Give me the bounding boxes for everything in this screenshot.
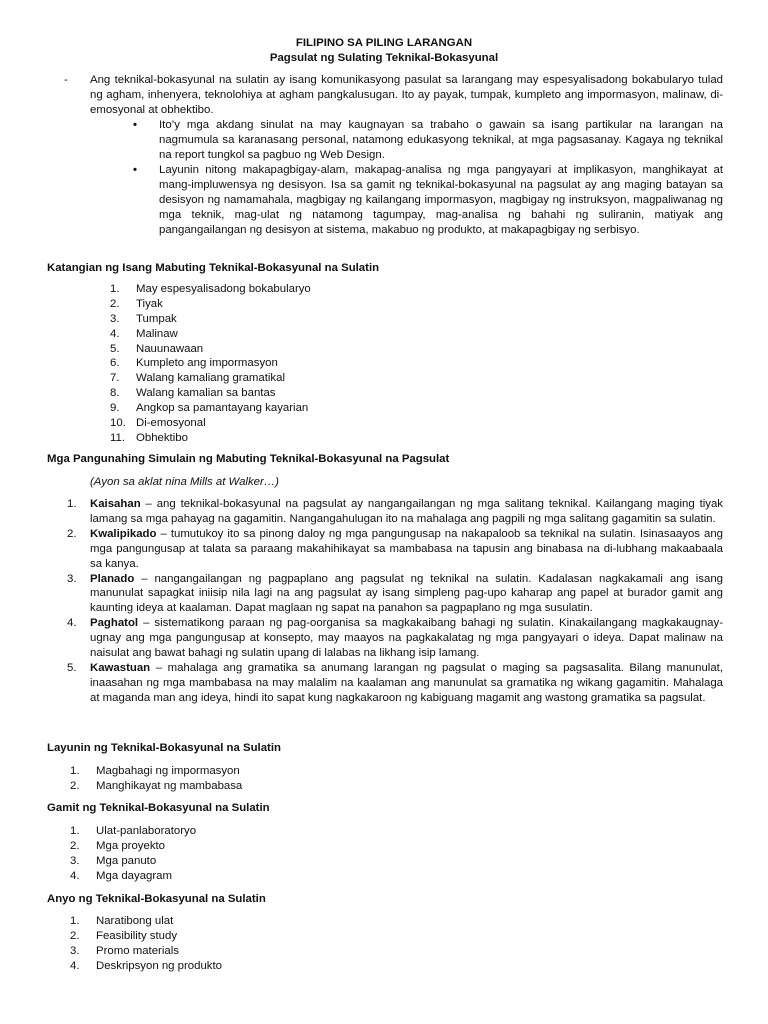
- item-number: 1.: [70, 825, 80, 837]
- item-number: 3.: [110, 312, 120, 325]
- item-label: Mga dayagram: [96, 869, 172, 882]
- item-text: – sistematikong paraan ng pag-oorganisa sa magkakaibang bahagi ng sulatin. Kinakailangang magkakaugnay-ugnay ang mga pangungusap at konsepto, may maayos na pagkakalatag ng mga pangyayari o ideya. Dapat malinaw na naisulat ang bawat bahagi ng sulatin upang di lalabas na likhang isip lamang.: [90, 617, 723, 660]
- layunin-heading: Layunin ng Teknikal-Bokasyunal na Sulatin: [47, 742, 281, 754]
- item-number: 4.: [70, 959, 80, 972]
- dash-marker: -: [64, 74, 68, 86]
- anyo-heading: Anyo ng Teknikal-Bokasyunal na Sulatin: [47, 893, 266, 905]
- item-term: Kwalipikado: [90, 527, 157, 540]
- item-term: Planado: [90, 572, 135, 585]
- item-text: – nangangailangan ng pagpaplano ang pagsulat ng teknikal na sulatin. Kadalasan nagkakamali ang isang manunulat sapagkat iniisip nila lagi na ang pagsulat ay isang simpleng pag-upo kaharap ang papel at burador gamit ang kaunting ideya at kaalaman. Dapat maglaan ng sapat na panahon sa pagpaplano ng mga susulatin.: [90, 572, 723, 615]
- item-label: Kumpleto ang impormasyon: [136, 357, 278, 370]
- item-number: 8.: [110, 387, 120, 400]
- item-number: 3.: [70, 854, 80, 867]
- item-label: Mga proyekto: [96, 839, 166, 852]
- item-number: 5.: [110, 342, 120, 355]
- item-number: 4.: [67, 617, 77, 630]
- item-number: 2.: [70, 839, 80, 852]
- item-text: – tumutukoy ito sa pinong daloy ng mga pangungusap na nakapaloob sa teknikal na sulatin. Isinasaayos ang mga pangungusap at talata sa paraang makahihikayat sa mambabasa na tapusin ang binabasa na di-lubhang makaabaala sa kanya.: [90, 527, 723, 570]
- item-term: Kawastuan: [90, 661, 151, 674]
- item-number: 2.: [67, 527, 77, 540]
- list-item: [47, 616, 723, 661]
- item-label: Nauunawaan: [136, 342, 204, 355]
- simulain-list: [47, 497, 723, 706]
- gamit-heading: Gamit ng Teknikal-Bokasyunal na Sulatin: [47, 802, 270, 814]
- item-number: 5.: [67, 661, 77, 674]
- item-number: 7.: [110, 372, 120, 385]
- item-number: 6.: [110, 357, 120, 370]
- item-label: Manghikayat ng mambabasa: [96, 779, 243, 792]
- item-text: – mahalaga ang gramatika sa anumang larangan ng pagsulat o maging sa pagsasalita. Bilang manunulat, inaasahan ng mga mambabasa na may malalim na kaalaman ang manunulat sa gramatika ng wikang gagamitin. Mahalaga at maganda man ang ideya, hindi ito sapat kung nagkakaroon ng kabiguang magamit ang wastong gramatika sa pagsulat.: [90, 661, 723, 704]
- item-number: 1.: [67, 498, 77, 510]
- bullet-text: Layunin nitong makapagbigay-alam, makapag-analisa ng mga pangyayari at implikasyon, manghikayat at mang-impluwensya ng desisyon. Isa sa gamit ng teknikal-bokasyunal na pagsulat ay ang maging batayan sa desisyon ng namamahala, magbigay ng kailangang impormasyon, magbigay ng instruksyon, magpaliwanag ng mga teknik, mag-ulat ng natamong tagumpay, mag-analisa ng bahahi ng suliranin, matiyak ang pangangailangan ng desisyon at sistema, makabuo ng produkto, at makapagbigay ng serbisyo.: [159, 164, 723, 236]
- item-label: Walang kamalian sa bantas: [136, 387, 276, 400]
- list-item: [47, 572, 723, 617]
- item-label: Mga panuto: [96, 854, 157, 867]
- list-item: [47, 527, 723, 572]
- item-number: 9.: [110, 402, 120, 415]
- item-label: Malinaw: [136, 327, 178, 340]
- item-label: Feasibility study: [96, 929, 178, 942]
- item-number: 3.: [70, 944, 80, 957]
- item-label: Promo materials: [96, 944, 179, 957]
- item-text: – ang teknikal-bokasyunal na pagsulat ay nangangailangan ng mga salitang teknikal. Kailangang maging tiyak lamang sa mga pahayag na gagamitin. Nangangahulugan ito na mahalaga ang pagpili ng mga salitang gagamitin sa sulatin.: [90, 498, 723, 525]
- item-label: Di-emosyonal: [136, 417, 206, 430]
- item-label: Deskripsyon ng produkto: [96, 959, 222, 972]
- intro-text: Ang teknikal-bokasyunal na sulatin ay isang komunikasyong pasulat sa larangang may espesyalisadong bokabularyo tulad ng agham, inhenyera, teknolohiya at agham pangkalusugan. Ito ay payak, tumpak, kumpleto ang impormasyon, malinaw, di-emosyonal at obhektibo.: [90, 74, 723, 116]
- item-number: 1.: [70, 915, 80, 927]
- item-number: 2.: [110, 297, 120, 310]
- simulain-note: (Ayon sa aklat nina Mills at Walker…): [90, 476, 279, 488]
- simulain-heading: Mga Pangunahing Simulain ng Mabuting Teknikal-Bokasyunal na Pagsulat: [47, 453, 450, 465]
- item-label: Walang kamaliang gramatikal: [136, 372, 285, 385]
- bullet-text: Ito’y mga akdang sinulat na may kaugnayan sa trabaho o gawain sa isang partikular na larangan na nagmumula sa karanasang personal, natamong edukasyong teknikal, at mga pagsasanay. Kagaya ng teknikal na report tungkol sa pagbuo ng Web Design.: [159, 119, 723, 161]
- item-label: Angkop sa pamantayang kayarian: [136, 402, 309, 415]
- list-item: [47, 661, 723, 706]
- document-subtitle: Pagsulat ng Sulating Teknikal-Bokasyunal: [269, 52, 499, 64]
- item-number: 1.: [70, 765, 80, 777]
- item-label: Naratibong ulat: [96, 915, 174, 927]
- item-number: 2.: [70, 779, 80, 792]
- item-term: Paghatol: [90, 617, 139, 630]
- item-number: 4.: [110, 327, 120, 340]
- item-label: Ulat-panlaboratoryo: [96, 825, 197, 837]
- item-label: Tiyak: [136, 297, 163, 310]
- item-number: 1.: [110, 283, 120, 295]
- bullet-icon: •: [133, 164, 137, 176]
- item-label: Magbahagi ng impormasyon: [96, 765, 240, 777]
- item-number: 3.: [67, 572, 77, 585]
- item-label: Obhektibo: [136, 431, 188, 444]
- document-title: FILIPINO SA PILING LARANGAN: [295, 37, 473, 49]
- list-item: [47, 497, 723, 527]
- item-number: 10.: [110, 417, 126, 430]
- item-number: 11.: [110, 431, 125, 444]
- item-label: Tumpak: [136, 312, 177, 325]
- katangian-heading: Katangian ng Isang Mabuting Teknikal-Bokasyunal na Sulatin: [47, 262, 380, 274]
- item-number: 4.: [70, 869, 80, 882]
- item-number: 2.: [70, 929, 80, 942]
- item-term: Kaisahan: [90, 498, 141, 510]
- item-label: May espesyalisadong bokabularyo: [136, 283, 311, 295]
- bullet-icon: •: [133, 119, 137, 131]
